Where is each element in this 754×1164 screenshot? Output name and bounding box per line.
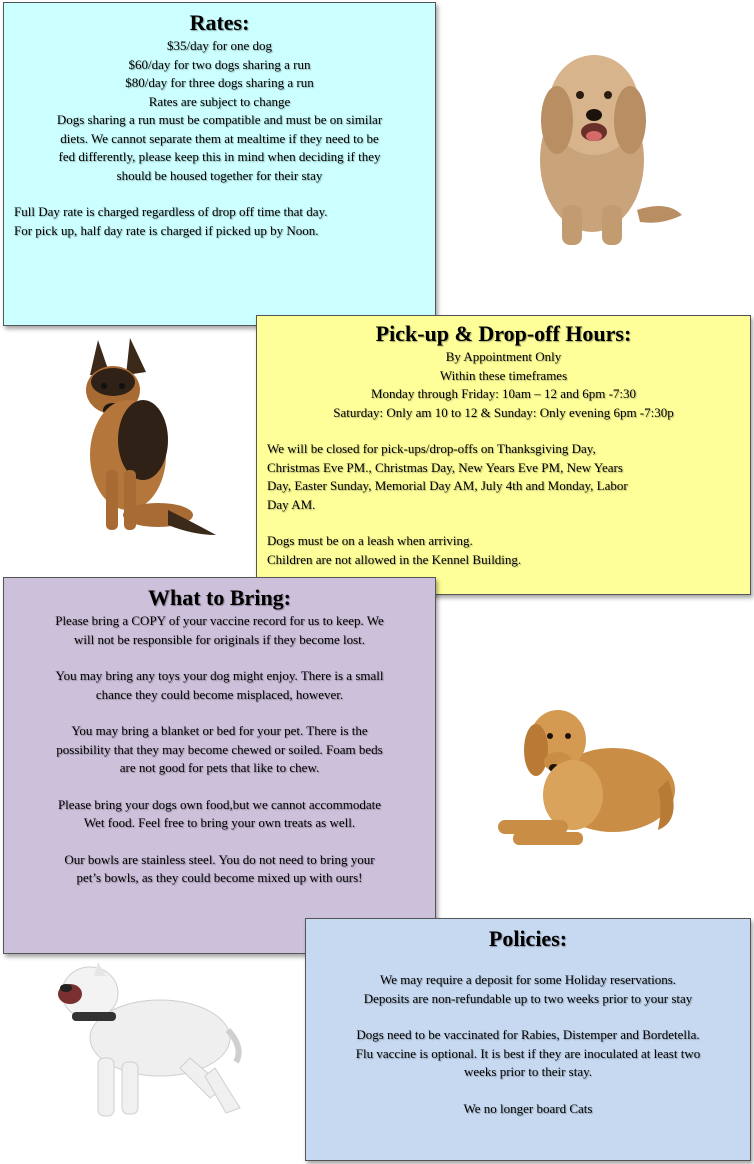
rates-title: Rates: [189, 10, 250, 35]
bring-line: will not be responsible for originals if they become lost. [74, 631, 365, 647]
closed-line: Christmas Eve PM., Christmas Day, New Years Eve PM, New Years [267, 459, 623, 475]
hours-title: Pick-up & Drop-off Hours: [375, 321, 632, 346]
bring-line: chance they could become misplaced, however. [95, 686, 344, 702]
rate-line: $80/day for three dogs sharing a run [125, 75, 314, 90]
rate-line: should be housed together for their stay [116, 167, 323, 183]
bring-line: Our bowls are stainless steel. You do not need to bring your [64, 851, 375, 867]
rate-line: Rates are subject to change [148, 93, 291, 109]
policy-line: We no longer board Cats [463, 1100, 593, 1116]
hours-line: Within these timeframes [439, 367, 568, 383]
policy-line: Deposits are non-refundable up to two weeks prior to your stay [363, 990, 693, 1006]
rates-panel [3, 2, 436, 326]
bring-panel [3, 577, 436, 954]
shaggy-dog-image [522, 40, 687, 250]
rate-note: Full Day rate is charged regardless of drop off time that day. [14, 204, 328, 219]
bring-line: possibility that they may become chewed or soiled. Foam beds [56, 741, 383, 757]
closed-line: Day AM. [267, 496, 316, 512]
policy-line: We may require a deposit for some Holiday reservations. [379, 972, 677, 987]
german-shepherd-image [68, 330, 218, 540]
golden-retriever-image [488, 680, 683, 855]
policies-panel [305, 918, 751, 1161]
bring-line: Wet food. Feel free to bring your own treats as well. [83, 815, 356, 830]
policy-line: Flu vaccine is optional. It is best if they are inoculated at least two [355, 1045, 701, 1061]
rate-line: $60/day for two dogs sharing a run [128, 56, 311, 72]
hours-line: By Appointment Only [445, 349, 562, 364]
rule-line: Dogs must be on a leash when arriving. [267, 533, 473, 548]
closed-line: We will be closed for pick-ups/drop-offs on Thanksgiving Day, [267, 441, 596, 456]
bring-title: What to Bring: [148, 585, 291, 610]
hours-panel [256, 315, 751, 595]
bring-line: Please bring your dogs own food,but we cannot accommodate [57, 796, 382, 812]
policy-line: weeks prior to their stay. [463, 1064, 593, 1079]
white-bulldog-image [50, 958, 245, 1123]
hours-line: Saturday: Only am 10 to 12 & Sunday: Only evening 6pm -7:30p [333, 404, 674, 420]
bring-line: You may bring any toys your dog might enjoy. There is a small [55, 668, 384, 683]
rate-line: diets. We cannot separate them at mealtime if they need to be [60, 130, 379, 146]
policies-title: Policies: [488, 926, 568, 951]
rate-line: Dogs sharing a run must be compatible and must be on similar [56, 112, 383, 127]
bring-line: are not good for pets that like to chew. [119, 760, 320, 775]
rate-note: For pick up, half day rate is charged if picked up by Noon. [14, 222, 319, 238]
rule-line: Children are not allowed in the Kennel Building. [267, 551, 522, 567]
rate-line: $35/day for one dog [166, 38, 273, 53]
hours-line: Monday through Friday: 10am – 12 and 6pm -7:30 [370, 386, 637, 401]
closed-line: Day, Easter Sunday, Memorial Day AM, July 4th and Monday, Labor [267, 478, 628, 493]
bring-line: pet’s bowls, as they could become mixed up with ours! [76, 870, 363, 885]
bring-line: Please bring a COPY of your vaccine record for us to keep. We [55, 613, 384, 628]
rate-line: fed differently, please keep this in mind when deciding if they [58, 149, 381, 164]
bring-line: You may bring a blanket or bed for your pet. There is the [71, 723, 368, 738]
policy-line: Dogs need to be vaccinated for Rabies, Distemper and Bordetella. [356, 1027, 700, 1042]
